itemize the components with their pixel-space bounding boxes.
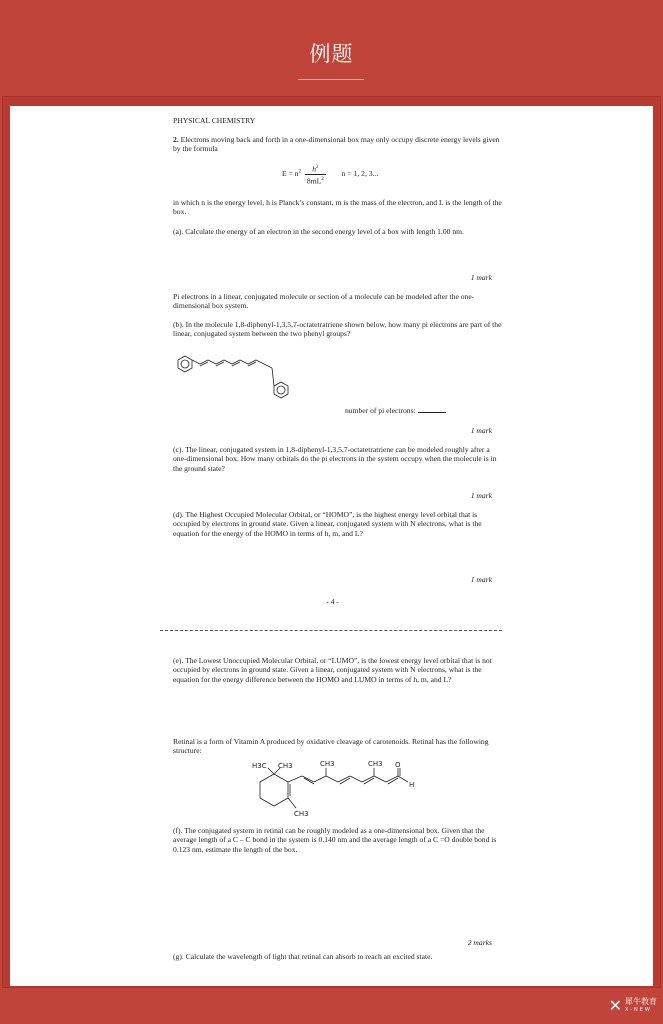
formula-explanation: in which n is the energy level, h is Planck’s constant, m is the mass of the electron, and L is the length of the box. bbox=[173, 198, 502, 217]
section-heading: PHYSICAL CHEMISTRY bbox=[173, 116, 256, 125]
part-e: (e). The Lowest Unoccupied Molecular Orbital, or “LUMO”, is the lowest energy level orbital that is not occupied by electrons in ground state. Given a linear, conjugated system with N electrons, what is the equation for the energy difference between the HOMO and LUMO in terms of h, m, and L? bbox=[173, 656, 492, 684]
title-underline bbox=[298, 79, 364, 80]
retinal-ring bbox=[260, 774, 288, 806]
retinal-structure bbox=[250, 760, 420, 820]
phenyl-ring-left bbox=[178, 356, 192, 372]
mark-c: 1 mark bbox=[470, 491, 492, 500]
retinal-label-h3c: H3C bbox=[252, 762, 267, 770]
exam-paper bbox=[10, 106, 653, 986]
part-c: (c). The linear, conjugated system in 1,8-diphenyl-1,3,5,7-octatetratriene can be modeled roughly after a one-dimensional box. How many orbitals do the pi electrons in the system occupy when the molecule is in the ground state? bbox=[173, 445, 497, 473]
pi-answer-blank[interactable] bbox=[418, 405, 446, 413]
page-break-divider bbox=[160, 630, 502, 631]
formula-lhs: E = n bbox=[282, 169, 299, 179]
formula-fraction bbox=[305, 163, 326, 186]
mark-f: 2 marks bbox=[467, 938, 492, 947]
retinal-intro: Retinal is a form of Vitamin A produced by oxidative cleavage of carotenoids. Retinal has the following structure: bbox=[173, 737, 489, 756]
logo-text-en: X-NEW bbox=[625, 1006, 652, 1013]
part-b: (b). In the molecule 1,8-diphenyl-1,3,5,7-octatetratriene shown below, how many pi electrons are part of the linear, conjugated system between the two phenyl groups? bbox=[173, 320, 502, 339]
pi-answer-label: number of pi electrons: bbox=[345, 406, 416, 415]
brand-logo bbox=[609, 996, 657, 1015]
part-a: (a). Calculate the energy of an electron in the second energy level of a box with length 1.00 nm. bbox=[173, 227, 464, 236]
energy-formula bbox=[282, 163, 402, 186]
mark-a: 1 mark bbox=[470, 273, 492, 282]
retinal-label-ch3-c: CH3 bbox=[368, 760, 383, 768]
formula-numerator: $h^2$ bbox=[305, 163, 326, 175]
retinal-label-ch3-b: CH3 bbox=[320, 760, 335, 768]
retinal-label-o: O bbox=[395, 761, 401, 769]
part-d: (d). The Highest Occupied Molecular Orbital, or “HOMO”, is the highest energy level orbital that is occupied by electrons in ground state. Given a linear, conjugated system with N electrons, what is the equation for the energy of the HOMO in terms of h, m, and L? bbox=[173, 510, 482, 538]
diphenyl-octatetraene-structure bbox=[170, 352, 298, 412]
retinal-label-ch3-a: CH3 bbox=[278, 762, 293, 770]
logo-mark-icon: ✕ bbox=[608, 996, 622, 1015]
footer-bar bbox=[0, 988, 663, 1024]
retinal-label-ch3-d: CH3 bbox=[294, 810, 309, 818]
part-f: (f). The conjugated system in retinal can be roughly modeled as a one-dimensional box. Given that the average length of a C – C bond in the system is 0.140 nm and the average length of a C =O double bond is 0.123 nm, estimate the length of the box. bbox=[173, 826, 497, 854]
phenyl-ring-right-aromatic bbox=[277, 386, 285, 394]
question-2-intro bbox=[173, 135, 503, 154]
retinal-label-h: H bbox=[409, 781, 415, 789]
page-header bbox=[0, 0, 663, 92]
question-number: 2. bbox=[173, 135, 179, 144]
part-g: (g). Calculate the wavelength of light that retinal can absorb to reach an excited state. bbox=[173, 952, 433, 961]
pi-intro: Pi electrons in a linear, conjugated molecule or section of a molecule can be modeled after the one-dimensional box system. bbox=[173, 292, 475, 311]
pi-electrons-answer bbox=[345, 405, 446, 415]
phenyl-ring-right bbox=[274, 382, 288, 398]
formula-lhs-exp: 2 bbox=[298, 169, 302, 175]
page-number: - 4 - bbox=[326, 597, 339, 606]
formula-denominator: $8mL^2$ bbox=[306, 176, 324, 186]
page-title: 例题 bbox=[309, 42, 354, 66]
phenyl-ring-left-aromatic bbox=[181, 360, 189, 368]
question-2-text: Electrons moving back and forth in a one-dimensional box may only occupy discrete energy levels given by the formula bbox=[173, 135, 500, 154]
logo-text-cn: 犀牛教育 bbox=[625, 996, 657, 1006]
mark-d: 1 mark bbox=[470, 575, 492, 584]
mark-b: 1 mark bbox=[470, 426, 492, 435]
formula-n-values: n = 1, 2, 3... bbox=[341, 169, 379, 179]
